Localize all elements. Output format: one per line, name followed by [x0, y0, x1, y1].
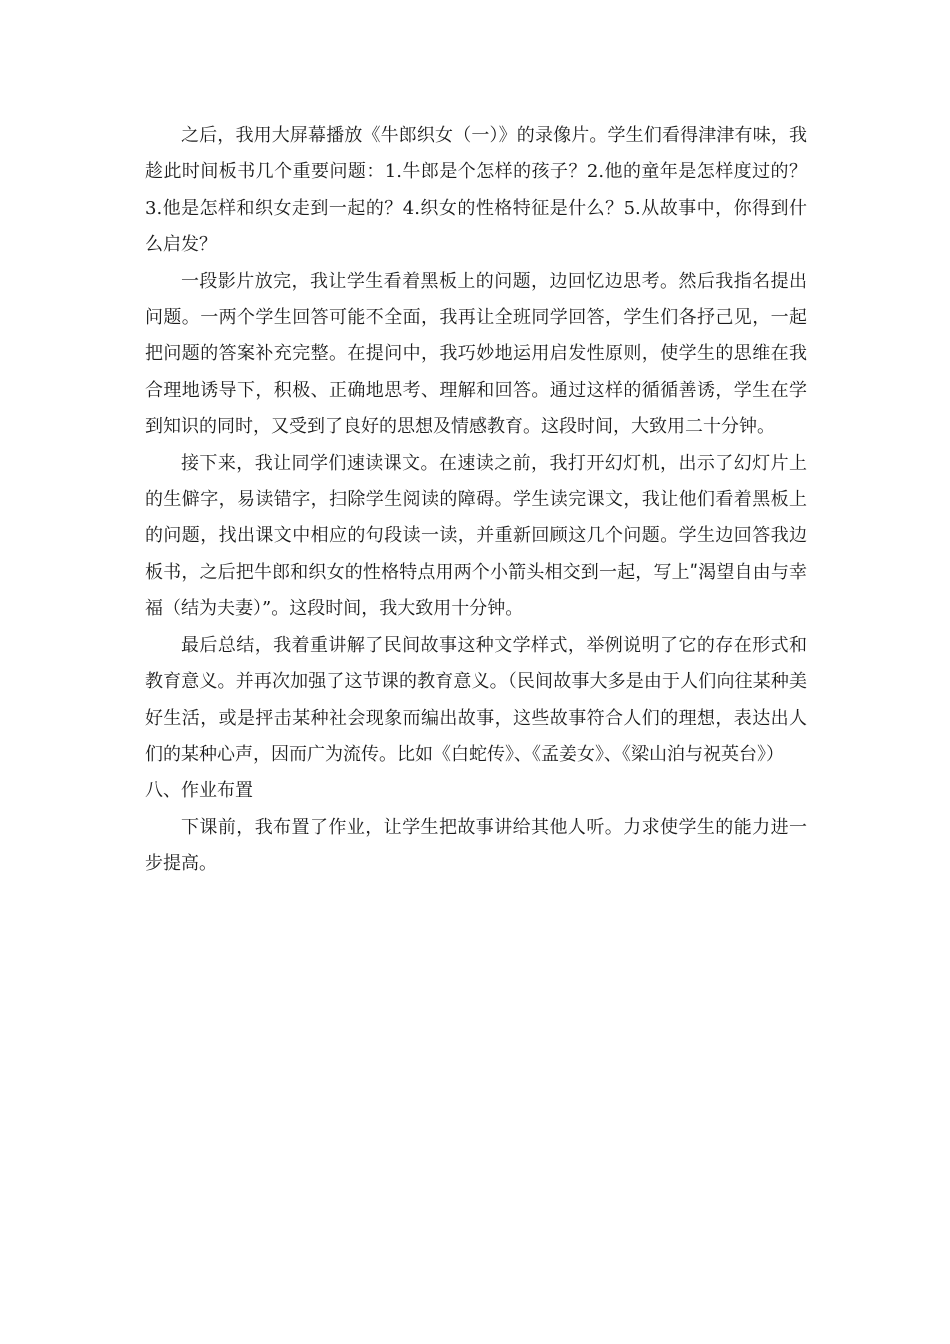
paragraph-speed-reading: 接下来，我让同学们速读课文。在速读之前，我打开幻灯机，出示了幻灯片上的生僻字，易读错字，扫除学生阅读的障碍。学生读完课文，我让他们看着黑板上的问题，找出课文中相应的句段读一读，并重新回顾这几个问题。学生边回答我边板书，之后把牛郎和织女的性格特点用两个小箭头相交到一起，写上ʺ渴望自由与幸福（结为夫妻）”。这段时间，我大致用十分钟。 — [145, 452, 807, 620]
paragraph-questioning: 一段影片放完，我让学生看着黑板上的问题，边回忆边思考。然后我指名提出问题。一两个学生回答可能不全面，我再让全班同学回答，学生们各抒己见，一起把问题的答案补充完整。在提问中，我巧妙地运用启发性原则，使学生的思维在我合理地诱导下，积极、正确地思考、理解和回答。通过这样的循循善诱，学生在学到知识的同时，又受到了良好的思想及情感教育。这段时间，大致用二十分钟。 — [145, 270, 807, 438]
paragraph-video-playback: 之后，我用大屏幕播放《牛郎织女（一）》的录像片。学生们看得津津有味，我趁此时间板书几个重要问题：1.牛郎是个怎样的孩子？2.他的童年是怎样度过的？ 3.他是怎样和织女走到一起的？4.织女的性格特征是什么？5.从故事中，你得到什么启发？ — [145, 125, 807, 256]
section-heading-homework: 八、作业布置 — [145, 780, 253, 802]
paragraph-homework: 下课前，我布置了作业，让学生把故事讲给其他人听。力求使学生的能力进一步提高。 — [145, 816, 807, 875]
paragraph-summary: 最后总结，我着重讲解了民间故事这种文学样式，举例说明了它的存在形式和教育意义。并再次加强了这节课的教育意义。（民间故事大多是由于人们向往某种美好生活，或是抨击某种社会现象而编出故事，这些故事符合人们的理想，表达出人们的某种心声，因而广为流传。比如《白蛇传》、《孟姜女》、《梁山泊与祝英台》） — [145, 634, 807, 765]
document-body — [145, 118, 807, 883]
